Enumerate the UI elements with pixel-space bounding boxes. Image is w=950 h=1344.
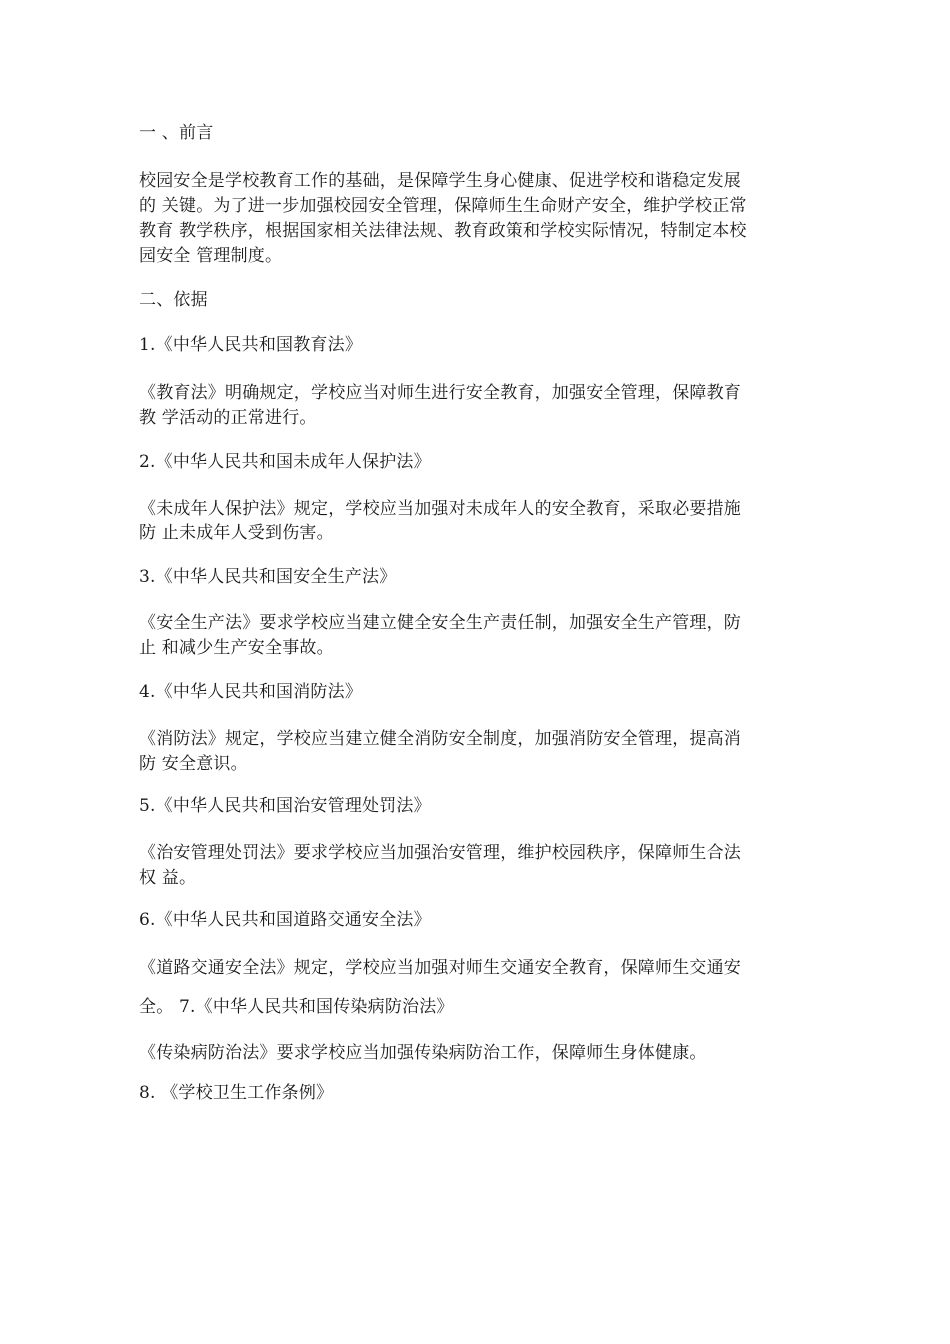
law6-line-1: 《道路交通安全法》规定，学校应当加强对师生交通安全教育，保障师生交通安	[139, 958, 741, 978]
law1-line-1: 《教育法》明确规定，学校应当对师生进行安全教育，加强安全管理，保障教育	[139, 383, 741, 403]
law1-title: 1.《中华人民共和国教育法》	[139, 335, 363, 355]
law3-line-1: 《安全生产法》要求学校应当建立健全安全生产责任制，加强安全生产管理，防	[139, 613, 741, 633]
intro-line-4: 园安全 管理制度。	[139, 246, 283, 266]
section1-heading: 一 、前言	[139, 123, 214, 143]
law3-line-2: 止 和减少生产安全事故。	[139, 638, 334, 658]
law5-title: 5.《中华人民共和国治安管理处罚法》	[139, 796, 431, 816]
law5-line-2: 权 益。	[139, 868, 197, 888]
law2-title: 2.《中华人民共和国未成年人保护法》	[139, 452, 431, 472]
law6-title: 6.《中华人民共和国道路交通安全法》	[139, 910, 431, 930]
section2-heading: 二、依据	[139, 290, 208, 310]
law8-title: 8. 《学校卫生工作条例》	[139, 1083, 334, 1103]
law4-line-1: 《消防法》规定，学校应当建立健全消防安全制度，加强消防安全管理，提高消	[139, 729, 741, 749]
law2-line-1: 《未成年人保护法》规定，学校应当加强对未成年人的安全教育，采取必要措施	[139, 499, 741, 519]
law3-title: 3.《中华人民共和国安全生产法》	[139, 567, 397, 587]
law4-title: 4.《中华人民共和国消防法》	[139, 682, 363, 702]
intro-line-2: 的 关键。为了进一步加强校园安全管理，保障师生生命财产安全，维护学校正常	[139, 196, 747, 216]
law7-line-1: 《传染病防治法》要求学校应当加强传染病防治工作，保障师生身体健康。	[139, 1043, 707, 1063]
law2-line-2: 防 止未成年人受到伤害。	[139, 523, 334, 543]
intro-line-3: 教育 教学秩序，根据国家相关法律法规、教育政策和学校实际情况，特制定本校	[139, 221, 747, 241]
law6-line-2-law7-title: 全。 7.《中华人民共和国传染病防治法》	[139, 997, 454, 1017]
law5-line-1: 《治安管理处罚法》要求学校应当加强治安管理，维护校园秩序，保障师生合法	[139, 843, 741, 863]
law1-line-2: 教 学活动的正常进行。	[139, 408, 317, 428]
intro-line-1: 校园安全是学校教育工作的基础，是保障学生身心健康、促进学校和谐稳定发展	[139, 171, 741, 191]
law4-line-2: 防 安全意识。	[139, 754, 248, 774]
